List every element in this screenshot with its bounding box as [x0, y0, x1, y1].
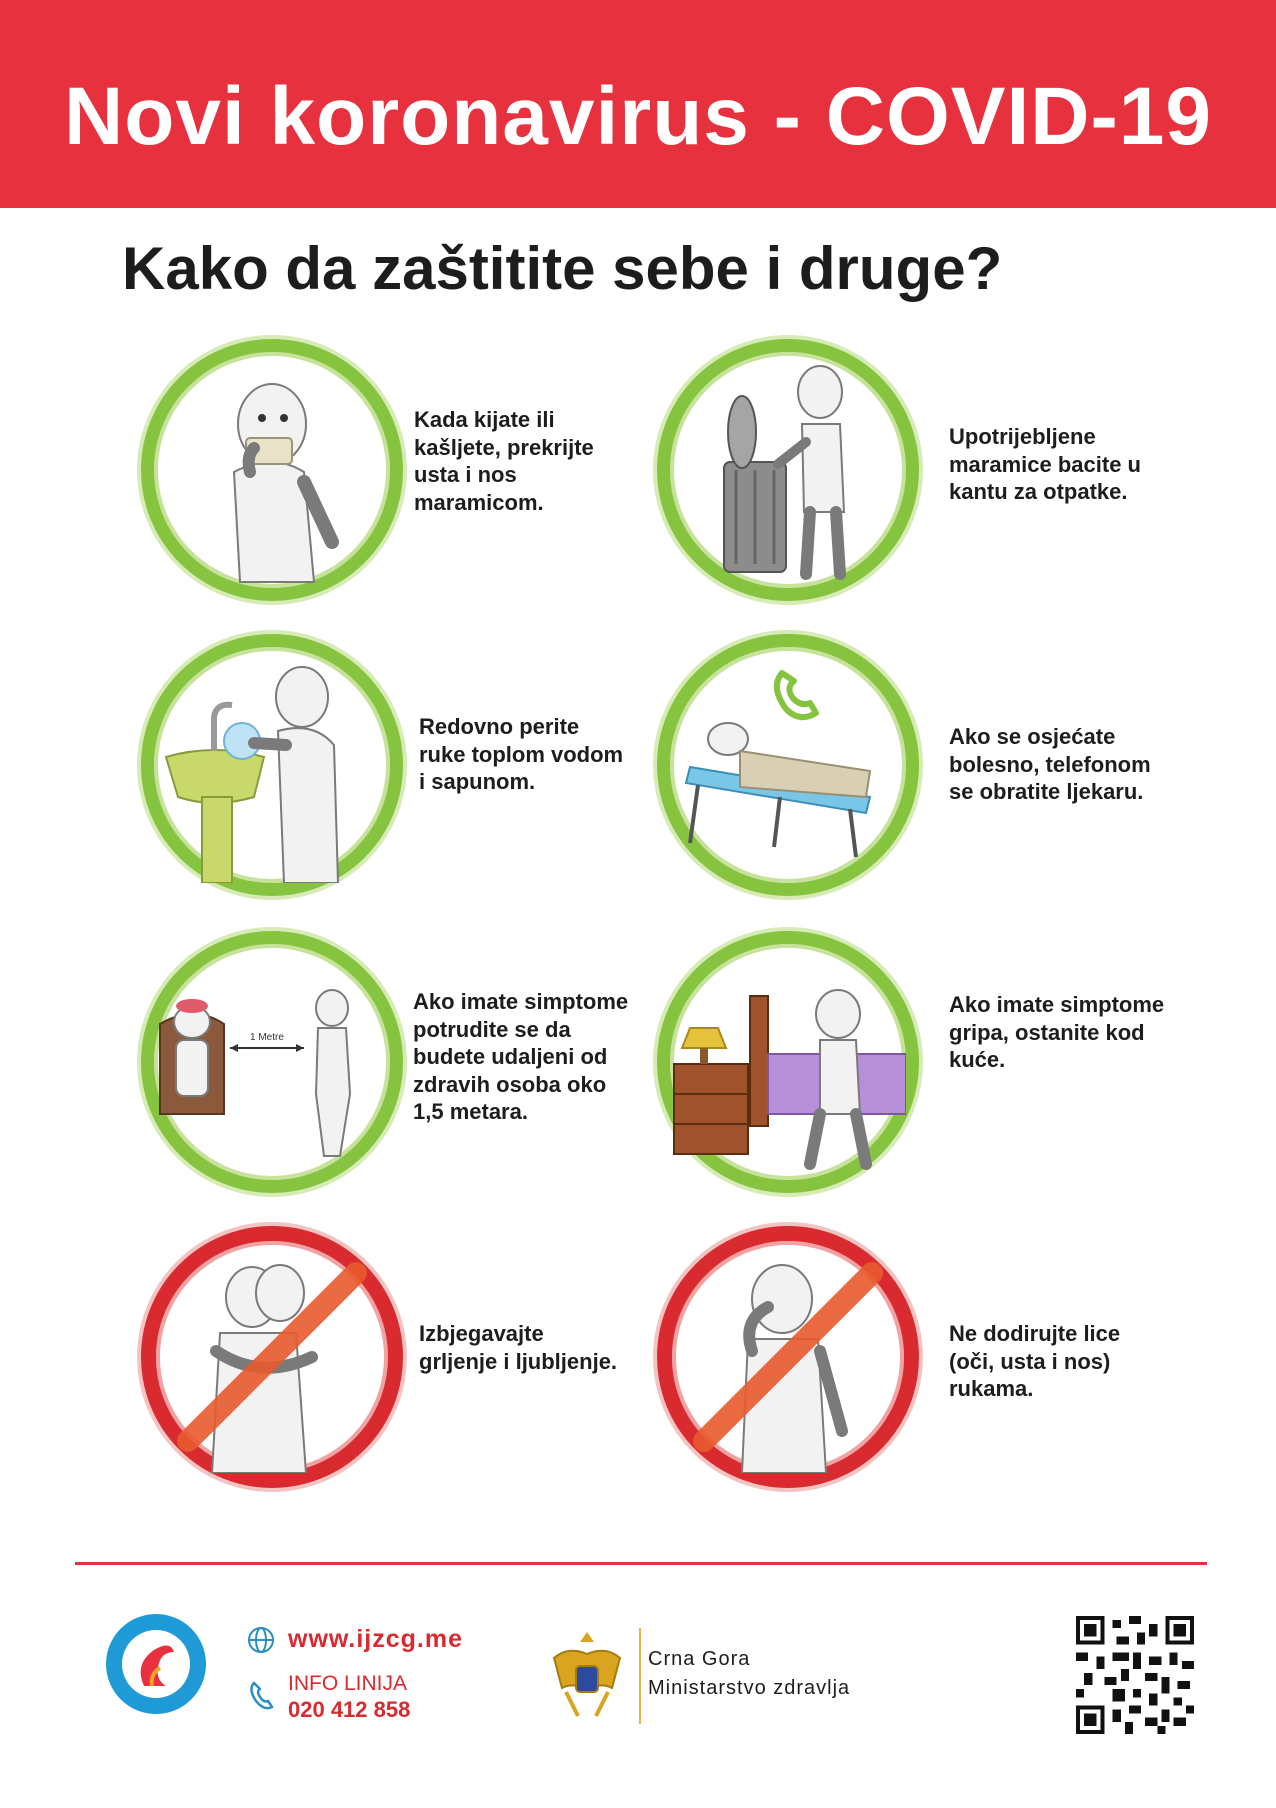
government-separator [639, 1628, 641, 1724]
stay-home-illustration [657, 931, 919, 1193]
tip-7-line: grljenje i ljubljenje. [419, 1348, 618, 1374]
coat-of-arms-icon [548, 1628, 626, 1720]
tip-5-line: potrudite se da [413, 1016, 571, 1042]
globe-icon [246, 1625, 276, 1655]
cover-cough-illustration [141, 339, 403, 601]
tip-7-line: Izbjegavajte [419, 1321, 544, 1346]
tip-1-caption [414, 406, 654, 516]
footer-divider [75, 1562, 1207, 1565]
no-face-touch-illustration [657, 1226, 919, 1488]
tip-3-line: Redovno perite [419, 714, 580, 739]
distance-icon [154, 944, 390, 1180]
website-link[interactable]: www.ijzcg.me [288, 1625, 464, 1653]
tip-3-line: i sapunom. [419, 769, 536, 794]
tip-1-line: kašljete, prekrijte [414, 434, 594, 460]
tip-2-line: Upotrijebljene [949, 424, 1096, 449]
face-touch-prohibited-icon [672, 1241, 904, 1473]
phone-icon [246, 1679, 280, 1713]
tip-8-line: Ne dodirujte lice [949, 1321, 1121, 1346]
tip-5-line: budete udaljeni od [413, 1044, 608, 1069]
institute-logo [104, 1612, 208, 1716]
info-line-label: INFO LINIJA [288, 1672, 408, 1695]
tip-2-caption [949, 423, 1189, 506]
tip-5-line: Ako imate simptome [413, 989, 629, 1014]
tip-6-caption [949, 991, 1189, 1074]
wash-hands-illustration [141, 634, 403, 896]
bedroom-icon [670, 944, 906, 1180]
tip-8-line: rukama. [949, 1376, 1034, 1401]
tip-3-caption [419, 713, 659, 796]
call-doctor-illustration [657, 634, 919, 896]
hugging-prohibited-icon [156, 1241, 388, 1473]
tip-6-line: kuće. [949, 1047, 1006, 1072]
header-banner [0, 0, 1276, 208]
sink-hands-icon [154, 647, 390, 883]
tip-6-line: Ako imate simptome [949, 992, 1165, 1017]
info-line-phone[interactable]: 020 412 858 [288, 1697, 411, 1722]
subtitle: Kako da zaštitite sebe i druge? [122, 235, 1003, 302]
tip-1-line: maramicom. [414, 489, 544, 515]
tip-4-line: Ako se osjećate [949, 724, 1116, 749]
tip-5-caption [413, 988, 653, 1126]
tip-3-line: ruke toplom vodom [419, 741, 624, 767]
avoid-hugging-illustration [141, 1226, 403, 1488]
bin-tissues-illustration [657, 339, 919, 601]
tip-2-line: kantu za otpatke. [949, 479, 1128, 504]
tip-1-line: usta i nos [414, 462, 517, 487]
tip-8-caption [949, 1320, 1189, 1403]
trash-bin-icon [670, 352, 906, 588]
tip-1-line: Kada kijate ili [414, 407, 555, 432]
tip-4-line: se obratite ljekaru. [949, 779, 1144, 804]
tip-6-line: gripa, ostanite kod [949, 1019, 1145, 1045]
tip-4-caption [949, 723, 1189, 806]
tip-8-line: (oči, usta i nos) [949, 1348, 1111, 1374]
tip-5-line: 1,5 metara. [413, 1099, 528, 1124]
bed-phone-icon [670, 647, 906, 883]
distance-label: 1 Metre [250, 1032, 284, 1043]
tip-5-line: zdravih osoba oko [413, 1071, 607, 1097]
tip-7-caption [419, 1320, 659, 1375]
person-tissue-icon [154, 352, 390, 588]
tip-2-line: maramice bacite u [949, 451, 1141, 477]
country-name: Crna Gora [648, 1648, 751, 1670]
qr-code[interactable] [1076, 1616, 1194, 1734]
keep-distance-illustration [141, 931, 403, 1193]
page-title: Novi koronavirus - COVID-19 [64, 71, 1212, 162]
ministry-name: Ministarstvo zdravlja [648, 1677, 851, 1699]
tip-4-line: bolesno, telefonom [949, 751, 1151, 777]
